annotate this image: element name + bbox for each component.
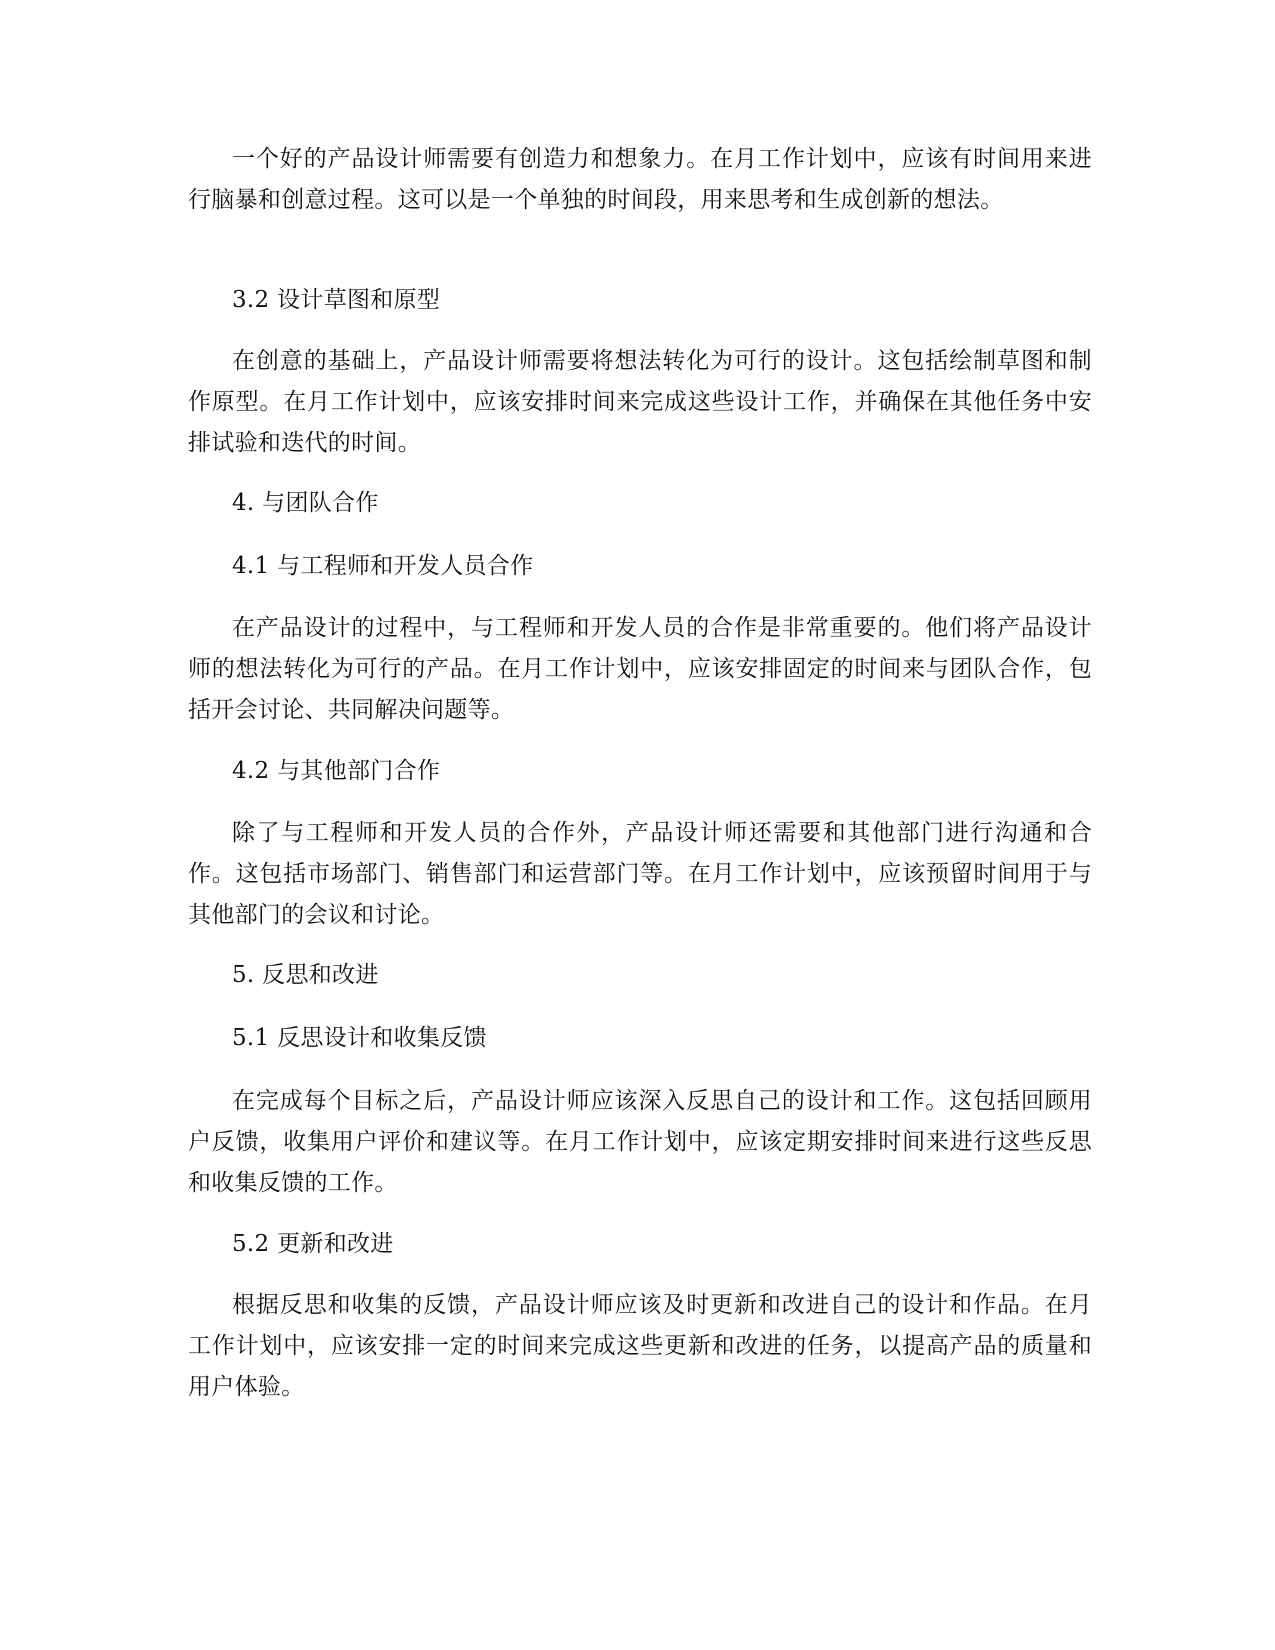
- heading-4-2: 4.2 与其他部门合作: [232, 758, 441, 784]
- heading-5-2: 5.2 更新和改进: [232, 1231, 394, 1257]
- heading-5-1: 5.1 反思设计和收集反馈: [232, 1025, 487, 1051]
- paragraph-creativity: 一个好的产品设计师需要有创造力和想象力。在月工作计划中，应该有时间用来进行脑暴和创意过程。这可以是一个单独的时间段，用来思考和生成创新的想法。: [188, 146, 1092, 213]
- paragraph-update-improve: 根据反思和收集的反馈，产品设计师应该及时更新和改进自己的设计和作品。在月工作计划中，应该安排一定的时间来完成这些更新和改进的任务，以提高产品的质量和用户体验。: [188, 1292, 1092, 1400]
- heading-3-2: 3.2 设计草图和原型: [232, 287, 441, 313]
- heading-4-1: 4.1 与工程师和开发人员合作: [232, 553, 534, 579]
- paragraph-engineer-collaboration: 在产品设计的过程中，与工程师和开发人员的合作是非常重要的。他们将产品设计师的想法转化为可行的产品。在月工作计划中，应该安排固定的时间来与团队合作，包括开会讨论、共同解决问题等。: [188, 615, 1092, 723]
- paragraph-reflection-feedback: 在完成每个目标之后，产品设计师应该深入反思自己的设计和工作。这包括回顾用户反馈，收集用户评价和建议等。在月工作计划中，应该定期安排时间来进行这些反思和收集反馈的工作。: [188, 1088, 1092, 1196]
- heading-5: 5. 反思和改进: [232, 962, 379, 988]
- heading-4: 4. 与团队合作: [232, 490, 379, 516]
- paragraph-department-collaboration: 除了与工程师和开发人员的合作外，产品设计师还需要和其他部门进行沟通和合作。这包括市场部门、销售部门和运营部门等。在月工作计划中，应该预留时间用于与其他部门的会议和讨论。: [188, 820, 1092, 928]
- paragraph-sketches-prototypes: 在创意的基础上，产品设计师需要将想法转化为可行的设计。这包括绘制草图和制作原型。在月工作计划中，应该安排时间来完成这些设计工作，并确保在其他任务中安排试验和迭代的时间。: [188, 348, 1092, 456]
